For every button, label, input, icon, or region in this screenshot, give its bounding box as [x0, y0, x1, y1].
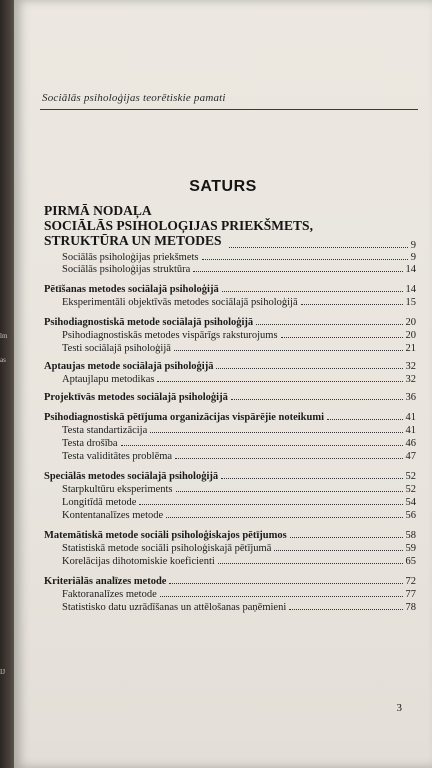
toc-subsection-entry	[62, 297, 416, 309]
toc-entry-title: Testa validitātes problēma	[62, 451, 173, 462]
toc-subsection-entry	[62, 343, 416, 355]
toc-section-entry	[44, 576, 416, 588]
toc-entry-title: Faktoranalīzes metode	[62, 589, 157, 600]
dot-leader	[216, 368, 402, 369]
dot-leader	[327, 419, 402, 420]
toc-entry-title: Aptaujlapu metodikas	[62, 374, 155, 385]
toc-section-entry	[44, 412, 416, 424]
toc-subsection-entry	[62, 252, 416, 264]
toc-subsection-entry	[62, 438, 416, 450]
toc-section-entry	[44, 317, 416, 329]
dot-leader	[274, 550, 402, 551]
toc-entry-page-number: 52	[405, 484, 416, 495]
toc-entry-page-number: 59	[405, 543, 416, 554]
toc-entry-page-number: 72	[405, 576, 416, 587]
dot-leader	[222, 291, 403, 292]
toc-entry-title: Testa standartizācija	[62, 425, 148, 436]
dot-leader	[139, 504, 402, 505]
dot-leader	[166, 517, 402, 518]
toc-subsection-entry	[62, 497, 416, 509]
toc-entry-title: Starpkultūru eksperiments	[62, 484, 173, 495]
toc-entry-title: Aptaujas metode sociālajā psiholoģijā	[44, 361, 214, 372]
toc-entry-title: Kriteriālās analīzes metode	[44, 576, 167, 587]
book-page	[14, 0, 432, 768]
chapter-title-line: STRUKTŪRA UN METODES	[44, 233, 222, 248]
toc-entry-title: Longitīdā metode	[62, 497, 137, 508]
dot-leader	[175, 458, 402, 459]
toc-entry-title: Matemātiskā metode sociāli psiholoģiskajos pētījumos	[44, 530, 287, 541]
toc-entry-page-number: 21	[405, 343, 416, 354]
chapter-title-line: SOCIĀLĀS PSIHOLOĢIJAS PRIEKŠMETS,	[44, 218, 313, 233]
toc-entry-title: Eksperimentāli objektīvās metodes sociālajā psiholoģijā	[62, 297, 298, 308]
toc-entry-page-number: 15	[405, 297, 416, 308]
toc-entry-page-number: 46	[405, 438, 416, 449]
toc-entry-page-number: 14	[405, 284, 416, 295]
dot-leader	[221, 478, 402, 479]
dot-leader	[121, 445, 403, 446]
dot-leader	[256, 324, 402, 325]
toc-subsection-entry	[62, 374, 416, 386]
adjacent-page-fragment: IJ	[0, 668, 6, 676]
toc-entry-title: Projektīvās metodes sociālajā psiholoģijā	[44, 392, 228, 403]
page-title: SATURS	[189, 178, 257, 195]
toc-entry-page-number: 20	[405, 330, 416, 341]
toc-subsection-entry	[62, 425, 416, 437]
toc-entry-title: Statistiskā metode sociāli psiholoģiskajā pētījumā	[62, 543, 272, 554]
toc-entry-page-number: 78	[405, 602, 416, 613]
toc-entry-title: Sociālās psiholoģijas priekšmets	[62, 252, 199, 263]
dot-leader	[157, 381, 402, 382]
dot-leader	[281, 337, 403, 338]
dot-leader	[174, 350, 403, 351]
toc-entry-title: Testi sociālajā psiholoģijā	[62, 343, 171, 354]
toc-entry-title: Korelācijas dihotomiskie koeficienti	[62, 556, 215, 567]
toc-entry-page-number: 32	[405, 361, 416, 372]
toc-entry-page-number: 47	[405, 451, 416, 462]
adjacent-page-fragment: lm	[0, 332, 8, 340]
adjacent-page-edge	[0, 330, 14, 676]
toc-entry-page-number: 56	[405, 510, 416, 521]
toc-subsection-entry	[62, 589, 416, 601]
dot-leader	[229, 247, 408, 248]
dot-leader	[193, 271, 402, 272]
header-rule	[40, 109, 418, 110]
toc-section-entry	[44, 530, 416, 542]
page-number: 3	[396, 702, 402, 714]
toc-section-entry	[44, 361, 416, 373]
toc-entry-page-number: 9	[410, 252, 416, 263]
toc-entry-page-number: 65	[405, 556, 416, 567]
toc-subsection-entry	[62, 451, 416, 463]
toc-subsection-entry	[226, 240, 416, 252]
dot-leader	[150, 432, 402, 433]
toc-entry-title: Sociālās psiholoģijas struktūra	[62, 264, 191, 275]
dot-leader	[169, 583, 402, 584]
toc-subsection-entry	[62, 602, 416, 614]
toc-entry-title: Statistisko datu uzrādīšanas un attēlošanas paņēmieni	[62, 602, 287, 613]
toc-section-entry	[44, 284, 416, 296]
toc-entry-page-number: 52	[405, 471, 416, 482]
toc-section-entry	[44, 471, 416, 483]
toc-subsection-entry	[62, 330, 416, 342]
toc-entry-page-number: 20	[405, 317, 416, 328]
toc-entry-page-number: 54	[405, 497, 416, 508]
dot-leader	[301, 304, 403, 305]
dot-leader	[176, 491, 403, 492]
running-head: Sociālās psiholoģijas teorētiskie pamati	[42, 92, 226, 104]
dot-leader	[202, 259, 408, 260]
chapter-number: PIRMĀ NODAĻA	[44, 203, 152, 218]
toc-subsection-entry	[62, 556, 416, 568]
toc-entry-title: Speciālās metodes sociālajā psiholoģijā	[44, 471, 219, 482]
toc-subsection-entry	[62, 264, 416, 276]
dot-leader	[231, 399, 403, 400]
toc-subsection-entry	[62, 543, 416, 555]
toc-entry-title: Testa drošība	[62, 438, 118, 449]
toc-section-entry	[44, 392, 416, 404]
toc-entry-title: Psihodiagnostiskā pētījuma organizācijas vispārējie noteikumi	[44, 412, 325, 423]
toc-entry-title: Psihodiagnostiskā metode sociālajā psiholoģijā	[44, 317, 254, 328]
toc-subsection-entry	[62, 484, 416, 496]
toc-entry-page-number: 41	[405, 425, 416, 436]
toc-entry-title: Pētīšanas metodes sociālajā psiholoģijā	[44, 284, 219, 295]
dot-leader	[290, 537, 403, 538]
toc-subsection-entry	[62, 510, 416, 522]
dot-leader	[218, 563, 403, 564]
dot-leader	[160, 596, 403, 597]
toc-entry-page-number: 58	[405, 530, 416, 541]
toc-entry-page-number: 14	[405, 264, 416, 275]
dot-leader	[289, 609, 402, 610]
toc-entry-page-number: 32	[405, 374, 416, 385]
toc-entry-page-number: 36	[405, 392, 416, 403]
toc-entry-title: Psihodiagnostiskās metodes vispārīgs raksturojums	[62, 330, 278, 341]
adjacent-page-fragment: as	[0, 356, 6, 364]
toc-entry-page-number: 77	[405, 589, 416, 600]
toc-entry-page-number: 9	[410, 240, 416, 251]
toc-entry-page-number: 41	[405, 412, 416, 423]
toc-entry-title: Kontentanalīzes metode	[62, 510, 164, 521]
